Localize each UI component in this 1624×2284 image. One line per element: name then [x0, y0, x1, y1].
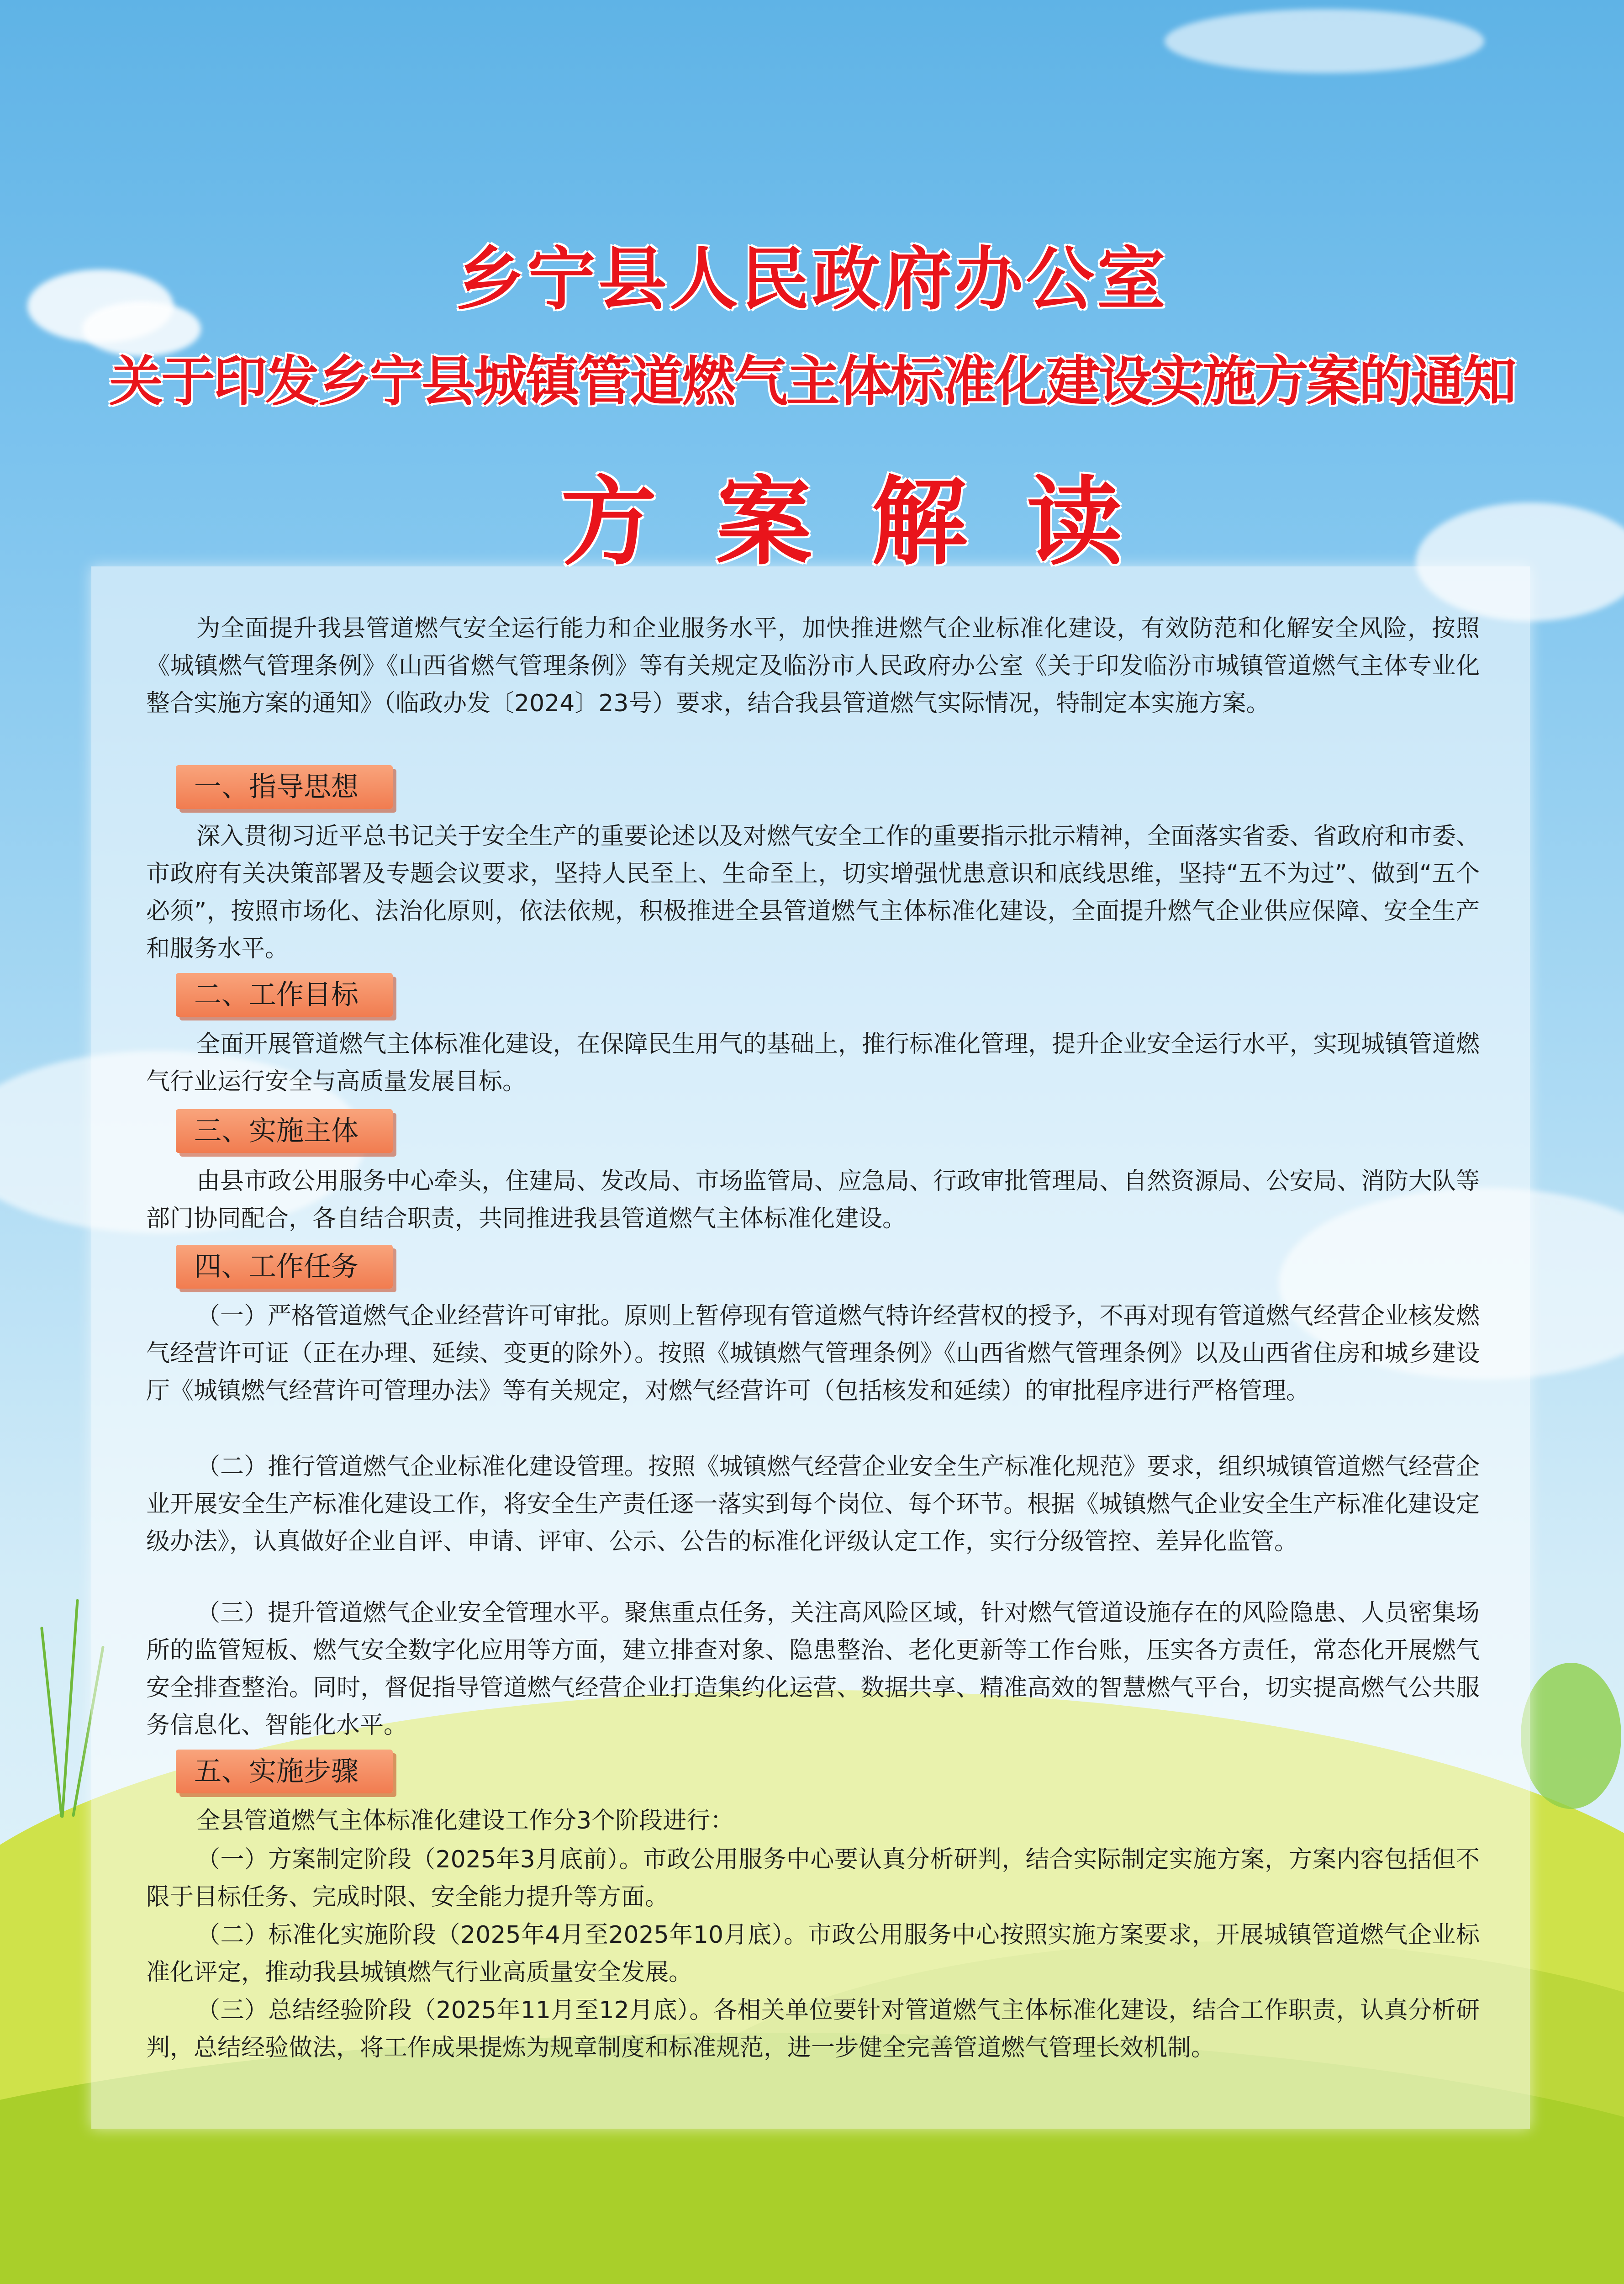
section-heading-label: 一、指导思想 — [194, 771, 359, 803]
intro-paragraph: 为全面提升我县管道燃气安全运行能力和企业服务水平，加快推进燃气企业标准化建设，有效防范和化解安全风险，按照《城镇燃气管理条例》《山西省燃气管理条例》等有关规定及临汾市人民政府办公室《关于印发临汾市城镇管道燃气主体专业化整合实施方案的通知》（临政办发〔2024〕23号）要求，结合我县管道燃气实际情况，特制定本实施方案。 — [146, 615, 1480, 717]
section-4-paragraph-1: （一）严格管道燃气企业经营许可审批。原则上暂停现有管道燃气特许经营权的授予，不再对现有管道燃气经营企业核发燃气经营许可证（正在办理、延续、变更的除外）。按照《城镇燃气管理条例》《山西省燃气管理条例》以及山西省住房和城乡建设厅《城镇燃气经营许可管理办法》等有关规定，对燃气经营许可（包括核发和延续）的审批程序进行严格管理。 — [146, 1302, 1480, 1405]
section-1-paragraph: 深入贯彻习近平总书记关于安全生产的重要论述以及对燃气安全工作的重要指示批示精神，全面落实省委、省政府和市委、市政府有关决策部署及专题会议要求，坚持人民至上、生命至上，切实增强忧患意识和底线思维，坚持“五不为过”、做到“五个必须”，按照市场化、法治化原则，依法依规，积极推进全县管道燃气主体标准化建设，全面提升燃气企业供应保障、安全生产和服务水平。 — [146, 823, 1480, 962]
cloud-top-right — [1165, 9, 1484, 73]
notice-title: 关于印发乡宁县城镇管道燃气主体标准化建设实施方案的通知 — [109, 350, 1515, 413]
section-heading-2 — [176, 973, 393, 1017]
section-heading-3 — [176, 1109, 393, 1153]
section-5-paragraph-3: （二）标准化实施阶段（2025年4月至2025年10月底）。市政公用服务中心按照实施方案要求，开展城镇管道燃气企业标准化评定，推动我县城镇燃气行业高质量安全发展。 — [146, 1921, 1480, 1986]
section-4-paragraph-3: （三）提升管道燃气企业安全管理水平。聚焦重点任务，关注高风险区域，针对燃气管道设施存在的风险隐患、人员密集场所的监管短板、燃气安全数字化应用等方面，建立排查对象、隐患整治、老化更新等工作台账，压实各方责任，常态化开展燃气安全排查整治。同时，督促指导管道燃气经营企业打造集约化运营、数据共享、精准高效的智慧燃气平台，切实提高燃气公共服务信息化、智能化水平。 — [146, 1599, 1480, 1739]
section-heading-label: 四、工作任务 — [194, 1251, 359, 1283]
issuer-title: 乡宁县人民政府办公室 — [455, 240, 1168, 319]
section-heading-1 — [176, 765, 393, 809]
section-heading-5 — [176, 1750, 393, 1793]
section-4-paragraph-2: （二）推行管道燃气企业标准化建设管理。按照《城镇燃气经营企业安全生产标准化规范》要求，组织城镇管道燃气经营企业开展安全生产标准化建设工作，将安全生产责任逐一落实到每个岗位、每个环节。根据《城镇燃气企业安全生产标准化建设定级办法》，认真做好企业自评、申请、评审、公示、公告的标准化评级认定工作，实行分级管控、差异化监管。 — [146, 1453, 1480, 1555]
section-5-paragraph-2: （一）方案制定阶段（2025年3月底前）。市政公用服务中心要认真分析研判，结合实际制定实施方案，方案内容包括但不限于目标任务、完成时限、安全能力提升等方面。 — [146, 1846, 1480, 1911]
section-5-paragraph-1: 全县管道燃气主体标准化建设工作分3个阶段进行： — [196, 1807, 734, 1835]
tree-right — [1521, 1663, 1621, 1809]
section-2-paragraph: 全面开展管道燃气主体标准化建设，在保障民生用气的基础上，推行标准化管理，提升企业安全运行水平，实现城镇管道燃气行业运行安全与高质量发展目标。 — [146, 1031, 1480, 1095]
section-3-paragraph: 由县市政公用服务中心牵头，住建局、发改局、市场监管局、应急局、行政审批管理局、自然资源局、公安局、消防大队等部门协同配合，各自结合职责，共同推进我县管道燃气主体标准化建设。 — [146, 1168, 1480, 1232]
section-heading-label: 二、工作目标 — [194, 979, 359, 1011]
section-heading-label: 三、实施主体 — [194, 1115, 359, 1147]
section-heading-label: 五、实施步骤 — [194, 1755, 359, 1787]
section-5-paragraph-4: （三）总结经验阶段（2025年11月至12月底）。各相关单位要针对管道燃气主体标准化建设，结合工作职责，认真分析研判，总结经验做法，将工作成果提炼为规章制度和标准规范，进一步健全完善管道燃气管理长效机制。 — [146, 1997, 1480, 2062]
section-heading-4 — [176, 1245, 393, 1289]
main-title: 方案解读 — [560, 466, 1182, 578]
